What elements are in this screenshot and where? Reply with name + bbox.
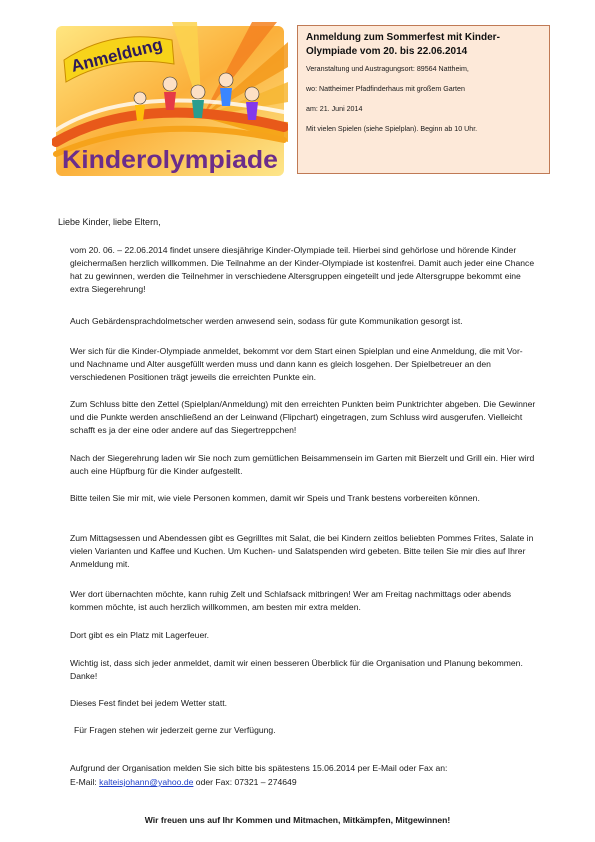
email-link[interactable]: kalteisjohann@yahoo.de xyxy=(99,777,194,787)
kinderolympiade-logo xyxy=(52,22,288,182)
paragraph-important: Wichtig ist, dass sich jeder anmeldet, damit wir einen besseren Überblick für die Organisation und Planung bekommen. Danke! xyxy=(70,658,523,682)
paragraph-weather: Dieses Fest findet bei jedem Wetter statt. xyxy=(70,698,227,708)
closing-line: Wir freuen uns auf Ihr Kommen und Mitmachen, Mitkämpfen, Mitgewinnen! xyxy=(144,815,451,825)
paragraph-interpreters: Auch Gebärdensprachdolmetscher werden anwesend sein, sodass für gute Kommunikation gesorgt ist. xyxy=(70,316,463,326)
paragraph-food: Zum Mittagsessen und Abendessen gibt es Gegrilltes mit Salat, die bei Kindern zeitlos beliebten Pommes Frites, Salate in vielen Varianten und Kaffee und Kuchen. Um Kuchen- und Salatspenden wird gebeten. Bitte teilen Sie mir dies auf Ihrer Anmeldung mit. xyxy=(70,533,534,570)
contact-line xyxy=(70,776,540,789)
email-label: E-Mail: xyxy=(70,777,100,787)
paragraph-campfire: Dort gibt es ein Platz mit Lagerfeuer. xyxy=(70,630,210,640)
wordmark: Kinderolympiade xyxy=(62,146,279,174)
paragraph-attendees: Bitte teilen Sie mir mit, wie viele Personen kommen, damit wir Speis und Trank bestens vorbereiten können. xyxy=(70,493,480,503)
event-program: Mit vielen Spielen (siehe Spielplan). Beginn ab 10 Uhr. xyxy=(306,125,478,133)
paragraph-questions: Für Fragen stehen wir jederzeit gerne zur Verfügung. xyxy=(74,725,276,735)
paragraph-overnight: Wer dort übernachten möchte, kann ruhig Zelt und Schlafsack mitbringen! Wer am Freitag nachmittags oder abends kommen möchte, ist auch herzlich willkommen, am besten mir extra melden. xyxy=(70,589,512,613)
fax-text: oder Fax: 07321 – 274649 xyxy=(193,777,297,787)
greeting: Liebe Kinder, liebe Eltern, xyxy=(58,217,161,227)
paragraph-scoring: Zum Schluss bitte den Zettel (Spielplan/Anmeldung) mit den erreichten Punkten beim Punktrichter abgeben. Die Gewinner und die Punkte werden anschließend an der Leinwand (Flipchart) eingetragen, zum Schluss wird ausgerufen. Vielleicht schafft es ja der eine oder andere auf das Siegertreppchen! xyxy=(70,399,536,436)
event-title: Anmeldung zum Sommerfest mit Kinder-Olympiade vom 20. bis 22.06.2014 xyxy=(306,32,500,57)
paragraph-registration: Wer sich für die Kinder-Olympiade anmeldet, bekommt vor dem Start einen Spielplan und eine Anmeldung, die mit Vor- und Nachname und Alter ausgefüllt werden muss und dann kann es gleich losgehen. Der Spielbetreuer an den verschiedenen Positionen trägt jeweils die erreichten Punkte ein. xyxy=(70,346,523,383)
event-info-box xyxy=(297,25,550,174)
event-venue: wo: Nattheimer Pfadfinderhaus mit großem Garten xyxy=(306,85,465,93)
paragraph-intro: vom 20. 06. – 22.06.2014 findet unsere diesjährige Kinder-Olympiade teil. Hierbei sind gehörlose und hörende Kinder gleichermaßen herzlich willkommen. Die Teilnahme an der Kinder-Olympiade ist kostenfrei. Damit auch jeder eine Chance hat zu gewinnen, werden die Teilnehmer in verschiedene Altersgruppen eingeteilt und jede Altersgruppe bekommt eine extra Siegerehrung! xyxy=(70,245,535,295)
event-location: Veranstaltung und Austragungsort: 89564 Nattheim, xyxy=(306,65,469,73)
contact-deadline: Aufgrund der Organisation melden Sie sich bitte bis spätestens 15.06.2014 per E-Mail oder Fax an: xyxy=(70,763,448,773)
event-date: am: 21. Juni 2014 xyxy=(306,105,363,113)
paragraph-gathering: Nach der Siegerehrung laden wir Sie noch zum gemütlichen Beisammensein im Garten mit Bierzelt und Grill ein. Hier wird auch eine Hüpfburg für die Kinder aufgestellt. xyxy=(70,453,535,477)
banner-text: Anmeldung xyxy=(69,34,165,76)
